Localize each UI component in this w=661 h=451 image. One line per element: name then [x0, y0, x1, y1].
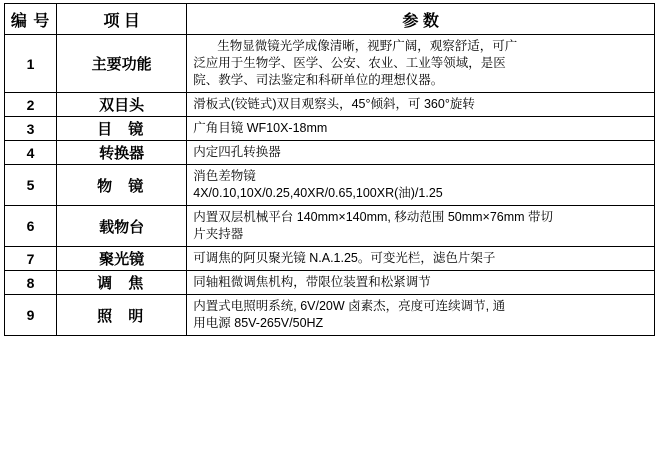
row-item-label: 主要功能 [57, 35, 187, 93]
table-row [5, 117, 655, 141]
column-header-item: 项 目 [57, 4, 187, 35]
row-spec-value [187, 35, 655, 93]
row-number: 4 [5, 141, 57, 165]
spec-line: 生物显微镜光学成像清晰，视野广阔，观察舒适，可广 [217, 39, 518, 53]
row-number: 7 [5, 247, 57, 271]
table-body [5, 35, 655, 336]
table-row [5, 93, 655, 117]
row-number: 1 [5, 35, 57, 93]
spec-line: 用电源 85V-265V/50HZ [193, 316, 324, 330]
table-header-row [5, 4, 655, 35]
spec-line: 片夹持器 [193, 227, 244, 241]
row-number: 9 [5, 295, 57, 336]
row-spec-value [187, 206, 655, 247]
row-number: 2 [5, 93, 57, 117]
row-number: 8 [5, 271, 57, 295]
spec-line: 同轴粗微调焦机构，带限位装置和松紧调节 [193, 275, 431, 289]
row-item-label: 照 明 [57, 295, 187, 336]
row-item-label: 调 焦 [57, 271, 187, 295]
spec-line: 泛应用于生物学、医学、公安、农业、工业等领域，是医 [193, 56, 506, 70]
spec-line: 内定四孔转换器 [193, 145, 281, 159]
row-spec-value [187, 247, 655, 271]
row-item-label: 双目头 [57, 93, 187, 117]
row-spec-value [187, 141, 655, 165]
row-spec-value [187, 117, 655, 141]
column-header-no: 编 号 [5, 4, 57, 35]
row-item-label: 聚光镜 [57, 247, 187, 271]
table-row [5, 165, 655, 206]
row-spec-value [187, 295, 655, 336]
row-number: 6 [5, 206, 57, 247]
spec-line: 可调焦的阿贝聚光镜 N.A.1.25。可变光栏，滤色片架子 [193, 251, 496, 265]
row-item-label: 物 镜 [57, 165, 187, 206]
row-item-label: 转换器 [57, 141, 187, 165]
row-spec-value [187, 165, 655, 206]
spec-line: 院、教学、司法鉴定和科研单位的理想仪器。 [193, 73, 444, 87]
spec-line: 消色差物镜 [193, 169, 256, 183]
spec-line: 内置式电照明系统, 6V/20W 卤素杰，亮度可连续调节, 通 [193, 299, 506, 313]
table-header [5, 4, 655, 35]
spec-line: 滑板式(铰链式)双目观察头，45°倾斜，可 360°旋转 [193, 97, 475, 111]
column-header-spec: 参 数 [187, 4, 655, 35]
table-row [5, 206, 655, 247]
row-item-label: 载物台 [57, 206, 187, 247]
spec-line: 广角目镜 WF10X-18mm [193, 121, 328, 135]
row-spec-value [187, 271, 655, 295]
spec-line: 内置双层机械平台 140mm×140mm, 移动范围 50mm×76mm 带切 [193, 210, 554, 224]
row-number: 3 [5, 117, 57, 141]
spec-line: 4X/0.10,10X/0.25,40XR/0.65,100XR(油)/1.25 [193, 186, 443, 200]
row-item-label: 目 镜 [57, 117, 187, 141]
table-row [5, 247, 655, 271]
table-row [5, 271, 655, 295]
specification-table [4, 3, 655, 336]
row-number: 5 [5, 165, 57, 206]
row-spec-value [187, 93, 655, 117]
table-row [5, 35, 655, 93]
table-row [5, 141, 655, 165]
table-row [5, 295, 655, 336]
